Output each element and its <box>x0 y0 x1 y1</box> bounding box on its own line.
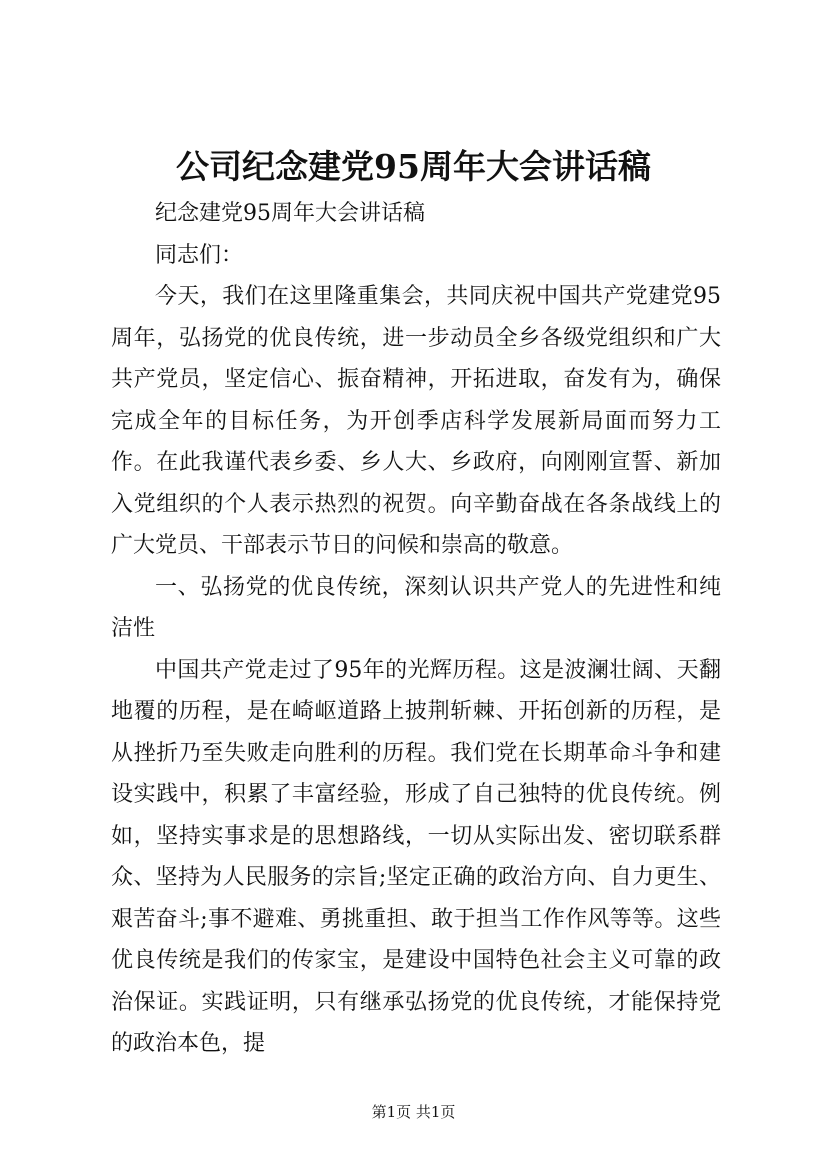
paragraph-opening: 今天，我们在这里隆重集会，共同庆祝中国共产党建党95周年，弘扬党的优良传统，进一步动员全乡各级党组织和广大共产党员，坚定信心、振奋精神，开拓进取，奋发有为，确保完成全年的目标任务，为开创季店科学发展新局面而努力工作。在此我谨代表乡委、乡人大、乡政府，向刚刚宣誓、新加入党组织的个人表示热烈的祝贺。向辛勤奋战在各条战线上的广大党员、干部表示节日的问候和崇高的敬意。 <box>111 284 721 558</box>
paragraph-history: 中国共产党走过了95年的光辉历程。这是波澜壮阔、天翻地覆的历程，是在崎岖道路上披荆斩棘、开拓创新的历程，是从挫折乃至失败走向胜利的历程。我们党在长期革命斗争和建设实践中，积累了丰富经验，形成了自己独特的优良传统。例如，坚持实事求是的思想路线，一切从实际出发、密切联系群众、坚持为人民服务的宗旨;坚定正确的政治方向、自力更生、艰苦奋斗;事不避难、勇挑重担、敢于担当工作作风等等。这些优良传统是我们的传家宝，是建设中国特色社会主义可靠的政治保证。实践证明，只有继承弘扬党的优良传统，才能保持党的政治本色，提 <box>111 657 721 1056</box>
paragraph-section-heading: 一、弘扬党的优良传统，深刻认识共产党人的先进性和纯洁性 <box>111 574 721 641</box>
document-body <box>111 193 721 1065</box>
paragraph-subtitle: 纪念建党95周年大会讲话稿 <box>155 201 425 226</box>
paragraph-salutation: 同志们： <box>155 242 244 268</box>
page-footer: 第1页 共1页 <box>371 1103 456 1121</box>
document-title: 公司纪念建党95周年大会讲话稿 <box>176 147 651 186</box>
